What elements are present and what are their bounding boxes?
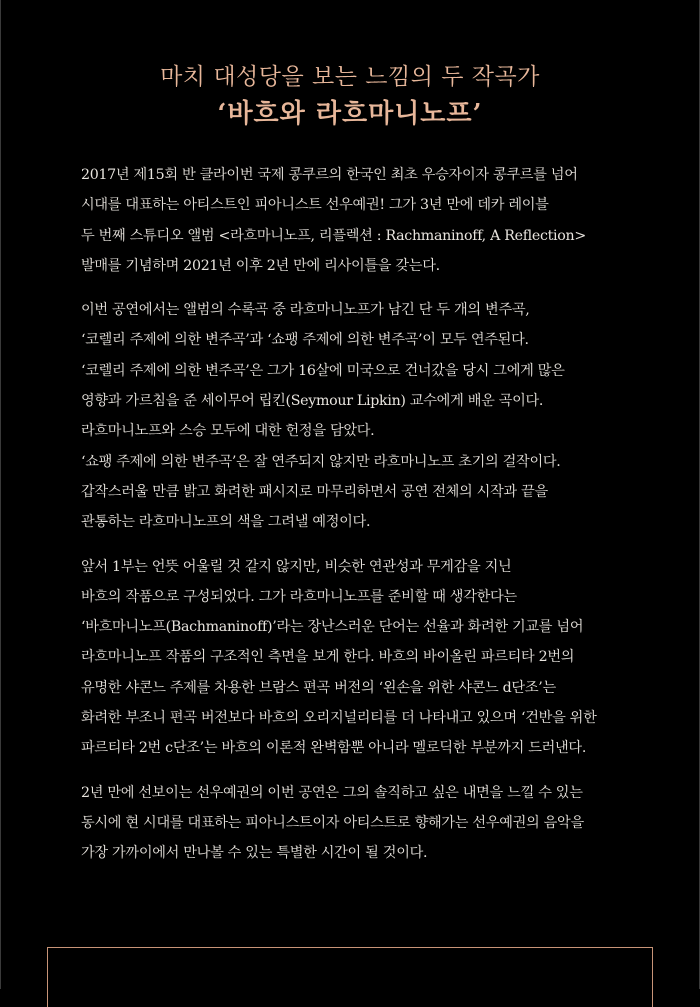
paragraph xyxy=(81,295,641,537)
headline xyxy=(0,60,700,134)
text-line: 갑작스러울 만큼 밝고 화려한 패시지로 마무리하면서 공연 전체의 시작과 끝을 xyxy=(81,483,548,500)
text-line: 동시에 현 시대를 대표하는 피아니스트이자 아티스트로 향해가는 선우예권의 음악을 xyxy=(81,814,584,831)
article-body xyxy=(81,160,641,883)
text-line: ‘코렐리 주제에 의한 변주곡’과 ‘쇼팽 주제에 의한 변주곡’이 모두 연주된다. xyxy=(81,332,529,349)
text-line: 유명한 샤콘느 주제를 차용한 브람스 편곡 버전의 ‘왼손을 위한 샤콘느 d단조’는 xyxy=(81,679,556,696)
headline-line-2: ‘바흐와 라흐마니노프’ xyxy=(217,99,483,129)
text-line: 2017년 제15회 반 클라이번 국제 콩쿠르의 한국인 최초 우승자이자 콩쿠르를 넘어 xyxy=(81,167,578,183)
text-line: ‘쇼팽 주제에 의한 변주곡’은 잘 연주되지 않지만 라흐마니노프 초기의 걸작이다. xyxy=(81,453,561,470)
text-line: 영향과 가르침을 준 세이무어 립킨(Seymour Lipkin) 교수에게 배운 곡이다. xyxy=(81,393,544,410)
headline-line-1: 마치 대성당을 보는 느낌의 두 작곡가 xyxy=(160,64,540,90)
text-line: ‘바흐마니노프(Bachmaninoff)’라는 장난스러운 단어는 선율과 화려한 기교를 넘어 xyxy=(81,619,584,636)
text-line: 시대를 대표하는 아티스트인 피아니스트 선우예권! 그가 3년 만에 데카 레이블 xyxy=(81,197,549,214)
text-line: ‘코렐리 주제에 의한 변주곡’은 그가 16살에 미국으로 건너갔을 당시 그에게 많은 xyxy=(81,362,565,379)
bottom-info-box xyxy=(47,947,653,1007)
text-line: 화려한 부조니 편곡 버전보다 바흐의 오리지널리티를 더 나타내고 있으며 ‘건반을 위한 xyxy=(81,710,597,727)
text-line: 파르티타 2번 c단조’는 바흐의 이론적 완벽함뿐 아니라 멜로딕한 부분까지 드러낸다. xyxy=(81,740,587,757)
text-line: 이번 공연에서는 앨범의 수록곡 중 라흐마니노프가 남긴 단 두 개의 변주곡, xyxy=(81,302,530,319)
text-line: 발매를 기념하며 2021년 이후 2년 만에 리사이틀을 갖는다. xyxy=(81,257,440,274)
paragraph xyxy=(81,160,641,281)
paragraph xyxy=(81,778,641,869)
text-line: 관통하는 라흐마니노프의 색을 그려낼 예정이다. xyxy=(81,514,371,531)
paragraph xyxy=(81,552,641,764)
text-line: 라흐마니노프와 스승 모두에 대한 헌정을 담았다. xyxy=(81,423,375,440)
text-line: 바흐의 작품으로 구성되었다. 그가 라흐마니노프를 준비할 때 생각한다는 xyxy=(81,588,517,605)
text-line: 라흐마니노프 작품의 구조적인 측면을 보게 한다. 바흐의 바이올린 파르티타 2번의 xyxy=(81,649,575,666)
text-line: 가장 가까이에서 만나볼 수 있는 특별한 시간이 될 것이다. xyxy=(81,845,428,862)
text-line: 2년 만에 선보이는 선우예권의 이번 공연은 그의 솔직하고 싶은 내면을 느낄 수 있는 xyxy=(81,784,583,801)
text-line: 두 번째 스튜디오 앨범 <라흐마니노프, 리플렉션 : Rachmaninoff, A Reflection> xyxy=(81,227,586,244)
text-line: 앞서 1부는 언뜻 어울릴 것 같지 않지만, 비슷한 연관성과 무게감을 지닌 xyxy=(81,558,512,575)
